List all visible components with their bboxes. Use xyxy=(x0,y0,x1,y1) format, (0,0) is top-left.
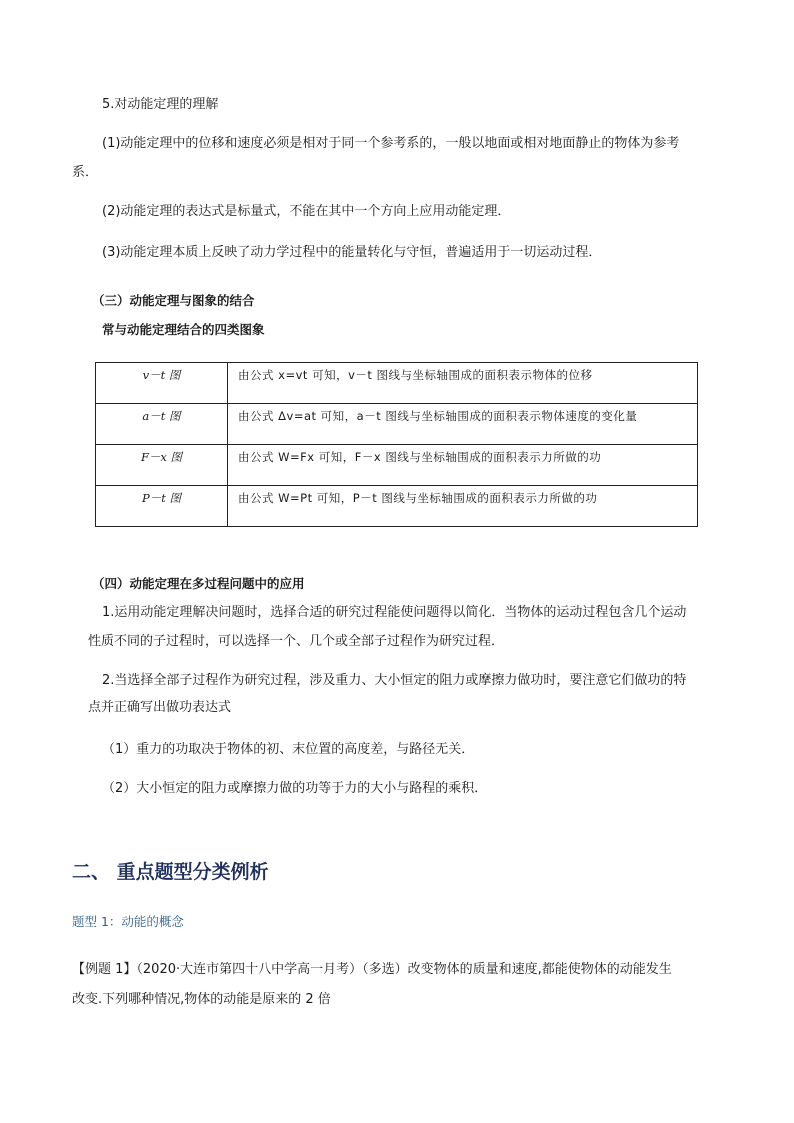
graph-types-table xyxy=(95,362,698,527)
table-row xyxy=(96,363,698,404)
table-cell-desc: 由公式 Δv=at 可知，a－t 图线与坐标轴围成的面积表示物体速度的变化量 xyxy=(228,404,698,445)
table-row xyxy=(96,404,698,445)
section4-paragraph-4: （2）大小恒定的阻力或摩擦力做的功等于力的大小与路程的乘积． xyxy=(102,781,488,796)
section4-paragraph-2-line-1: 2.当选择全部子过程作为研究过程，涉及重力、大小恒定的阻力或摩擦力做功时，要注意它们做功的特 xyxy=(102,673,687,688)
example-1-line-2: 改变.下列哪种情况,物体的动能是原来的 2 倍 xyxy=(72,992,331,1007)
section5-title: 5.对动能定理的理解 xyxy=(102,97,219,112)
section5-paragraph-1-line-2: 系． xyxy=(72,165,99,180)
table-row xyxy=(96,445,698,486)
section4-paragraph-1-line-1: 1.运用动能定理解决问题时，选择合适的研究过程能使问题得以简化．当物体的运动过程包含几个运动 xyxy=(102,605,687,620)
section3-title: （三）动能定理与图象的结合 xyxy=(92,293,255,308)
section5-paragraph-1-line-1: (1)动能定理中的位移和速度必须是相对于同一个参考系的，一般以地面或相对地面静止的物体为参考 xyxy=(102,136,680,151)
table-cell-desc: 由公式 x=vt 可知，v－t 图线与坐标轴围成的面积表示物体的位移 xyxy=(228,363,698,404)
part2-heading: 二、 重点题型分类例析 xyxy=(72,861,269,883)
section3-subtitle: 常与动能定理结合的四类图象 xyxy=(102,322,265,337)
section5-paragraph-2: (2)动能定理的表达式是标量式，不能在其中一个方向上应用动能定理． xyxy=(102,204,511,219)
table-cell-graph: P－t 图 xyxy=(96,486,228,527)
section4-paragraph-3: （1）重力的功取决于物体的初、末位置的高度差，与路径无关． xyxy=(102,742,475,757)
table-cell-graph: a－t 图 xyxy=(96,404,228,445)
table-cell-graph: v－t 图 xyxy=(96,363,228,404)
section4-paragraph-1-line-2: 性质不同的子过程时，可以选择一个、几个或全部子过程作为研究过程． xyxy=(88,634,505,649)
table-cell-graph: F－x 图 xyxy=(96,445,228,486)
section5-paragraph-3: (3)动能定理本质上反映了动力学过程中的能量转化与守恒，普遍适用于一切运动过程． xyxy=(102,245,602,260)
section4-title: （四）动能定理在多过程问题中的应用 xyxy=(92,576,305,591)
section4-paragraph-2-line-2: 点并正确写出做功表达式 xyxy=(88,700,232,715)
table-row xyxy=(96,486,698,527)
table-cell-desc: 由公式 W=Fx 可知，F－x 图线与坐标轴围成的面积表示力所做的功 xyxy=(228,445,698,486)
table-cell-desc: 由公式 W=Pt 可知，P－t 图线与坐标轴围成的面积表示力所做的功 xyxy=(228,486,698,527)
question-type-label: 题型 1：动能的概念 xyxy=(72,914,184,929)
example-1-line-1: 【例题 1】（2020·大连市第四十八中学高一月考）（多选）改变物体的质量和速度,都能使物体的动能发生 xyxy=(72,962,672,977)
